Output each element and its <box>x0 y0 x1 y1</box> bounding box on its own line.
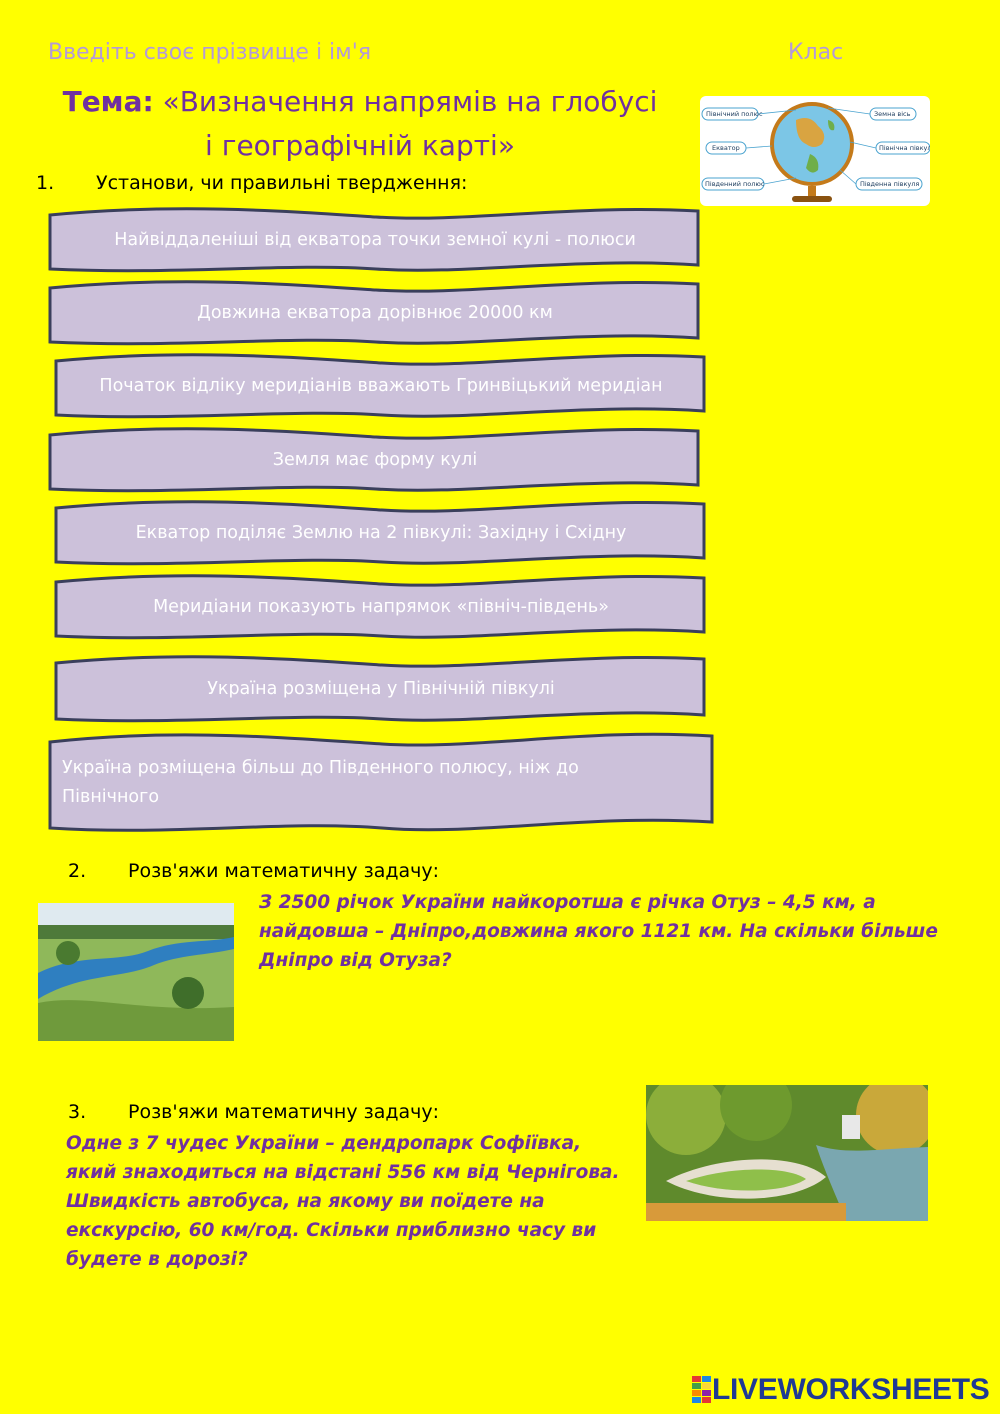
statement-text-3: Початок відліку меридіанів вважають Гринвіцький меридіан <box>99 375 663 396</box>
liveworksheets-brand-text: LIVEWORKSHEETS <box>712 1373 990 1406</box>
statement-banner-2[interactable] <box>46 280 704 346</box>
statement-text-7: Україна розміщена у Північній півкулі <box>207 678 555 699</box>
statement-text-4: Земля має форму кулі <box>272 449 478 470</box>
statement-banner-8[interactable] <box>46 732 718 834</box>
globe-label-north-pole: Північний полюс <box>706 110 763 118</box>
task-3-number: 3. <box>68 1101 87 1123</box>
river-photo <box>38 903 234 1041</box>
statement-banner-4[interactable] <box>46 427 704 493</box>
globe-label-earth-axis: Земна вісь <box>874 110 911 118</box>
statement-text-5: Екватор поділяє Землю на 2 півкулі: Західну і Східну <box>135 522 627 543</box>
task-3-heading <box>68 1101 439 1123</box>
class-input-field[interactable]: Клас <box>788 40 844 65</box>
statement-text-8: Україна розміщена більш до Південного полюсу, ніж до Північного <box>62 758 579 807</box>
globe-label-south-pole: Південний полюс <box>705 180 765 188</box>
task-2-number: 2. <box>68 860 87 882</box>
page-title <box>60 80 660 168</box>
task-1-heading <box>36 172 467 194</box>
task-1-number: 1. <box>36 172 55 194</box>
statement-text-1: Найвіддаленіші від екватора точки земної кулі - полюси <box>114 229 636 250</box>
statement-text-2: Довжина екватора дорівнює 20000 км <box>197 302 553 323</box>
statement-banner-5[interactable] <box>52 500 710 566</box>
statement-banner-3[interactable] <box>52 353 710 419</box>
river-landscape-image <box>38 903 234 1041</box>
globe-image <box>700 96 930 206</box>
title-text: «Визначення напрямів на глобусі і географічній карті» <box>162 85 658 162</box>
task-3-problem-text: Одне з 7 чудес України – дендропарк Софіївка, який знаходиться на відстані 556 км від Чернігова. Швидкість автобуса, на якому ви поїдете на екскурсію, 60 км/год. Скільки приблизно часу ви будете в дорозі? <box>66 1133 620 1270</box>
globe-illustration <box>700 96 930 206</box>
task-3-heading-text: Розв'яжи математичну задачу: <box>128 1101 439 1123</box>
liveworksheets-logo <box>692 1374 990 1406</box>
statement-banner-6[interactable] <box>52 574 710 640</box>
statement-text-6: Меридіани показують напрямок «північ-південь» <box>153 596 609 617</box>
park-photo <box>646 1085 928 1221</box>
task-2-problem-text: З 2500 річок України найкоротша є річка Отуз – 4,5 км, а найдовша – Дніпро,довжина якого 1121 км. На скільки більше Дніпро від Отуза? <box>259 892 938 971</box>
statement-banner-7[interactable] <box>52 655 710 723</box>
globe-label-northern-hemisphere: Північна півкуля <box>879 144 930 152</box>
statement-banner-1[interactable] <box>46 207 704 273</box>
park-landscape-image <box>646 1085 928 1221</box>
task-1-heading-text: Установи, чи правильні твердження: <box>96 172 468 194</box>
live-blocks-icon <box>692 1376 712 1404</box>
globe-label-equator: Екватор <box>712 144 740 152</box>
task-2-heading-text: Розв'яжи математичну задачу: <box>128 860 439 882</box>
name-input-field[interactable]: Введіть своє прізвище і ім'я <box>48 40 372 65</box>
title-label: Тема: <box>62 85 154 118</box>
task-2-heading <box>68 860 439 882</box>
globe-label-southern-hemisphere: Південна півкуля <box>860 180 920 188</box>
